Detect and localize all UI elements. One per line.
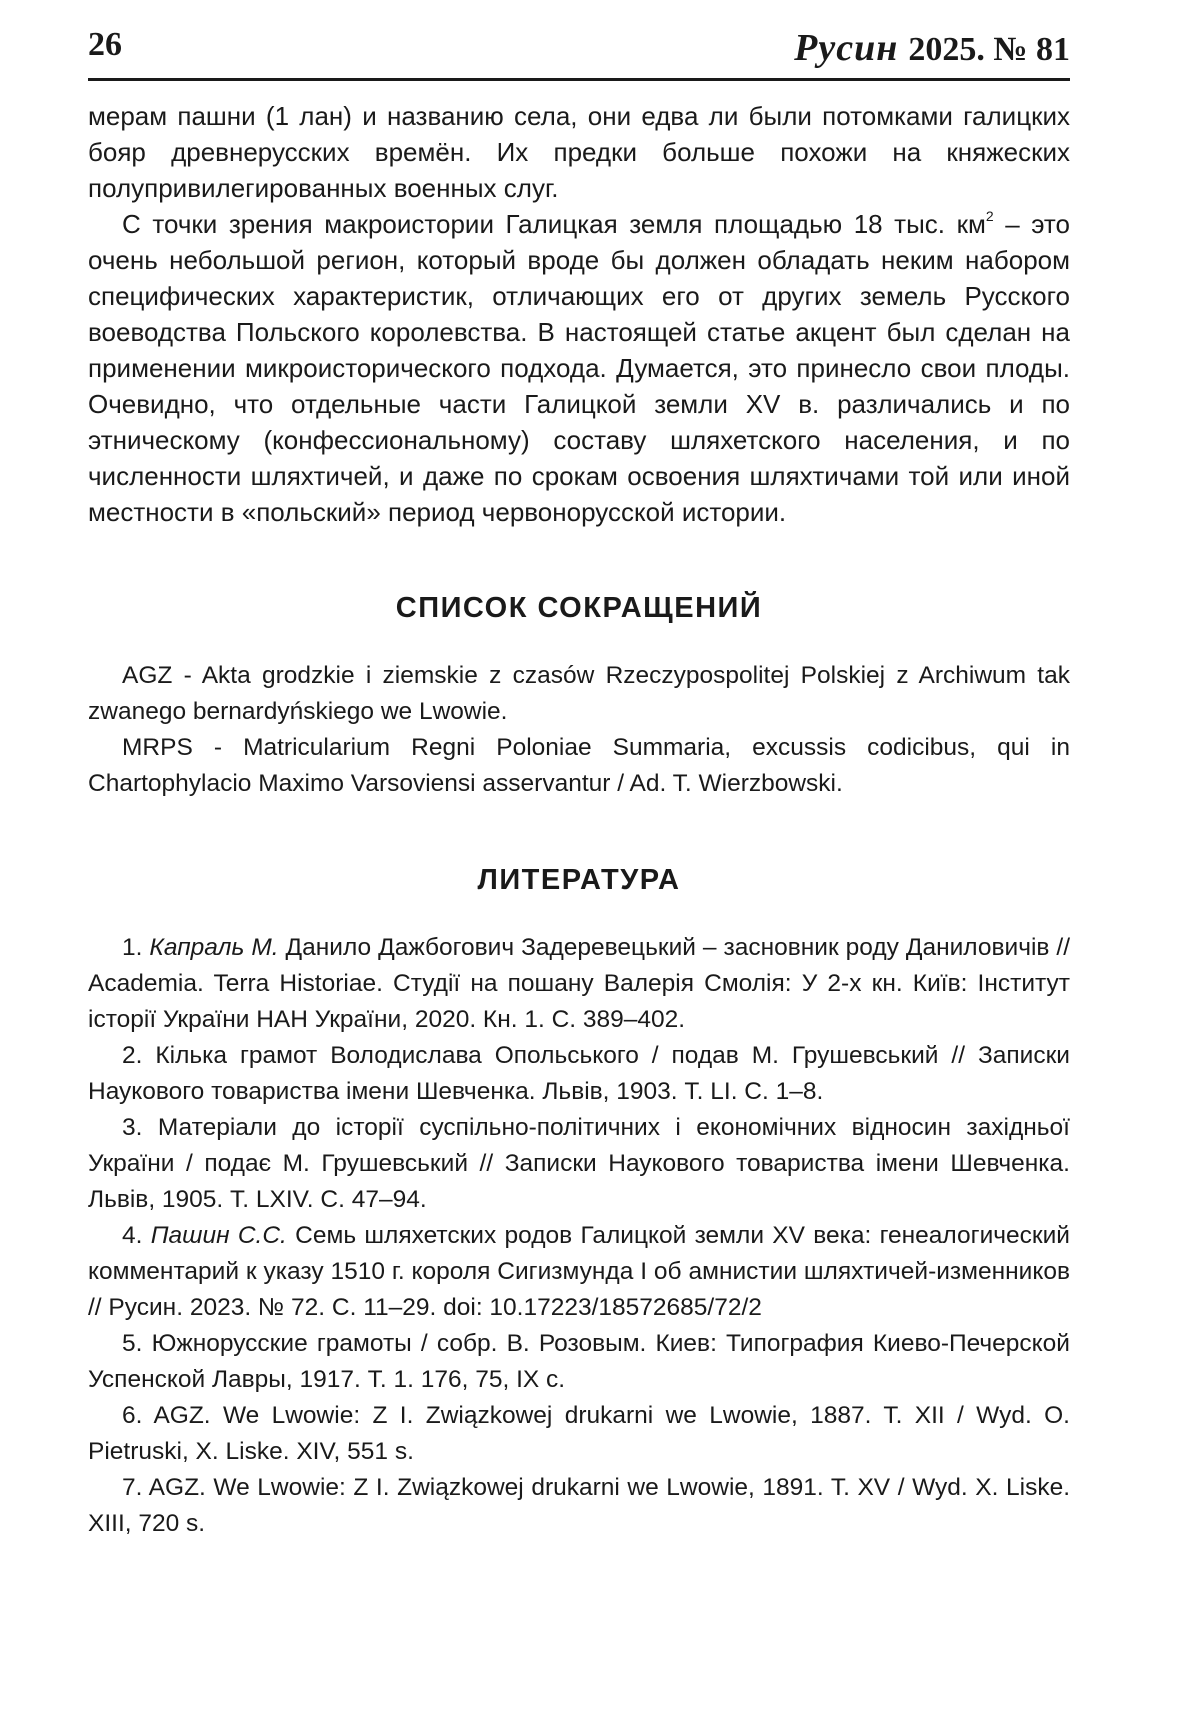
literature-list [88, 930, 1070, 1542]
paragraph-2 [88, 206, 1070, 530]
article-body [88, 98, 1070, 1542]
item-number: 3. [122, 1114, 158, 1141]
literature-item [88, 1470, 1070, 1542]
abbreviations-list [88, 658, 1070, 802]
paragraph-1: мерам пашни (1 лан) и названию села, они едва ли были потомками галицких бояр древнерусских времён. Их предки больше похожи на княжеских полупривилегированных военных слуг. [88, 101, 1070, 203]
literature-item [88, 1038, 1070, 1110]
journal-title: Русин [794, 27, 899, 69]
item-number: 6. [122, 1402, 154, 1429]
item-author: Капраль М. [149, 934, 279, 961]
literature-item [88, 1110, 1070, 1218]
page-number: 26 [88, 26, 122, 63]
literature-item [88, 1398, 1070, 1470]
item-text: AGZ. We Lwowie: Z I. Związkowej drukarni we Lwowie, 1891. T. XV / Wyd. X. Liske. XIII, 720 s. [88, 1474, 1071, 1537]
paragraph-2-rest: – это очень небольшой регион, который вроде бы должен обладать неким набором специфических характеристик, отличающих его от других земель Русского воеводства Польского королевства. В настоящей статье акцент был сделан на применении микроисторического подхода. Думается, это принесло свои плоды. Очевидно, что отдельные части Галицкой земли XV в. различались и по этническому (конфессиональному) составу шляхетского населения, и по численности шляхтичей, и даже по срокам освоения шляхтичами той или иной местности в «польский» период червонорусской истории. [88, 209, 1070, 527]
abbreviation-item: MRPS - Matricularium Regni Poloniae Summaria, excussis codicibus, qui in Chartophylacio Maximo Varsoviensi asservantur / Ad. T. Wierzbowski. [88, 734, 1070, 797]
paragraph-2-start: С точки зрения макроистории Галицкая земля площадью 18 тыс. км [122, 209, 986, 239]
item-number: 7. [122, 1474, 149, 1501]
item-text: Кілька грамот Володислава Опольського / подав М. Грушевський // Записки Наукового товариства імени Шевченка. Львів, 1903. Т. LI. С. 1–8. [88, 1042, 1070, 1105]
item-number: 2. [122, 1042, 156, 1069]
superscript-2: 2 [985, 208, 994, 224]
item-text: Матеріали до історії суспільно-політичних і економічних відносин західньої України / подає М. Грушевський // Записки Наукового товариства імени Шевченка. Львів, 1905. Т. LXIV. С. 47–94. [88, 1114, 1070, 1213]
literature-heading: ЛИТЕРАТУРА [477, 864, 681, 896]
abbreviation-item: AGZ - Akta grodzkie i ziemskie z czasów Rzeczypospolitej Polskiej z Archiwum tak zwanego bernardyńskiego we Lwowie. [88, 662, 1070, 725]
abbreviations-heading: СПИСОК СОКРАЩЕНИЙ [395, 592, 763, 624]
running-header [88, 22, 1070, 81]
item-author: Пашин С.С. [150, 1222, 287, 1249]
item-text: AGZ. We Lwowie: Z I. Związkowej drukarni we Lwowie, 1887. T. XII / Wyd. O. Pietruski, X. Liske. XIV, 551 s. [88, 1402, 1070, 1465]
literature-item [88, 1218, 1070, 1326]
item-text: Южнорусские грамоты / собр. В. Розовым. Киев: Типография Киево-Печерской Успенской Лавры, 1917. Т. 1. 176, 75, IX с. [88, 1330, 1070, 1393]
item-text: Семь шляхетских родов Галицкой земли XV века: генеалогический комментарий к указу 1510 г. короля Сигизмунда I об амнистии шляхтичей-изменников // Русин. 2023. № 72. С. 11–29. doi: 10.17223/18572685/72/2 [88, 1222, 1070, 1321]
literature-item [88, 1326, 1070, 1398]
item-number: 4. [122, 1222, 151, 1249]
item-text: Данило Дажбогович Задеревецький – засновник роду Даниловичів // Academia. Terra Historiae. Студії на пошану Валерія Смолія: У 2-х кн. Київ: Інститут історії України НАН України, 2020. Кн. 1. С. 389–402. [88, 934, 1071, 1033]
item-number: 5. [122, 1330, 152, 1357]
issue-number: 2025. № 81 [908, 31, 1070, 68]
literature-item [88, 930, 1070, 1038]
journal-issue-block [794, 26, 1070, 70]
item-number: 1. [122, 934, 150, 961]
